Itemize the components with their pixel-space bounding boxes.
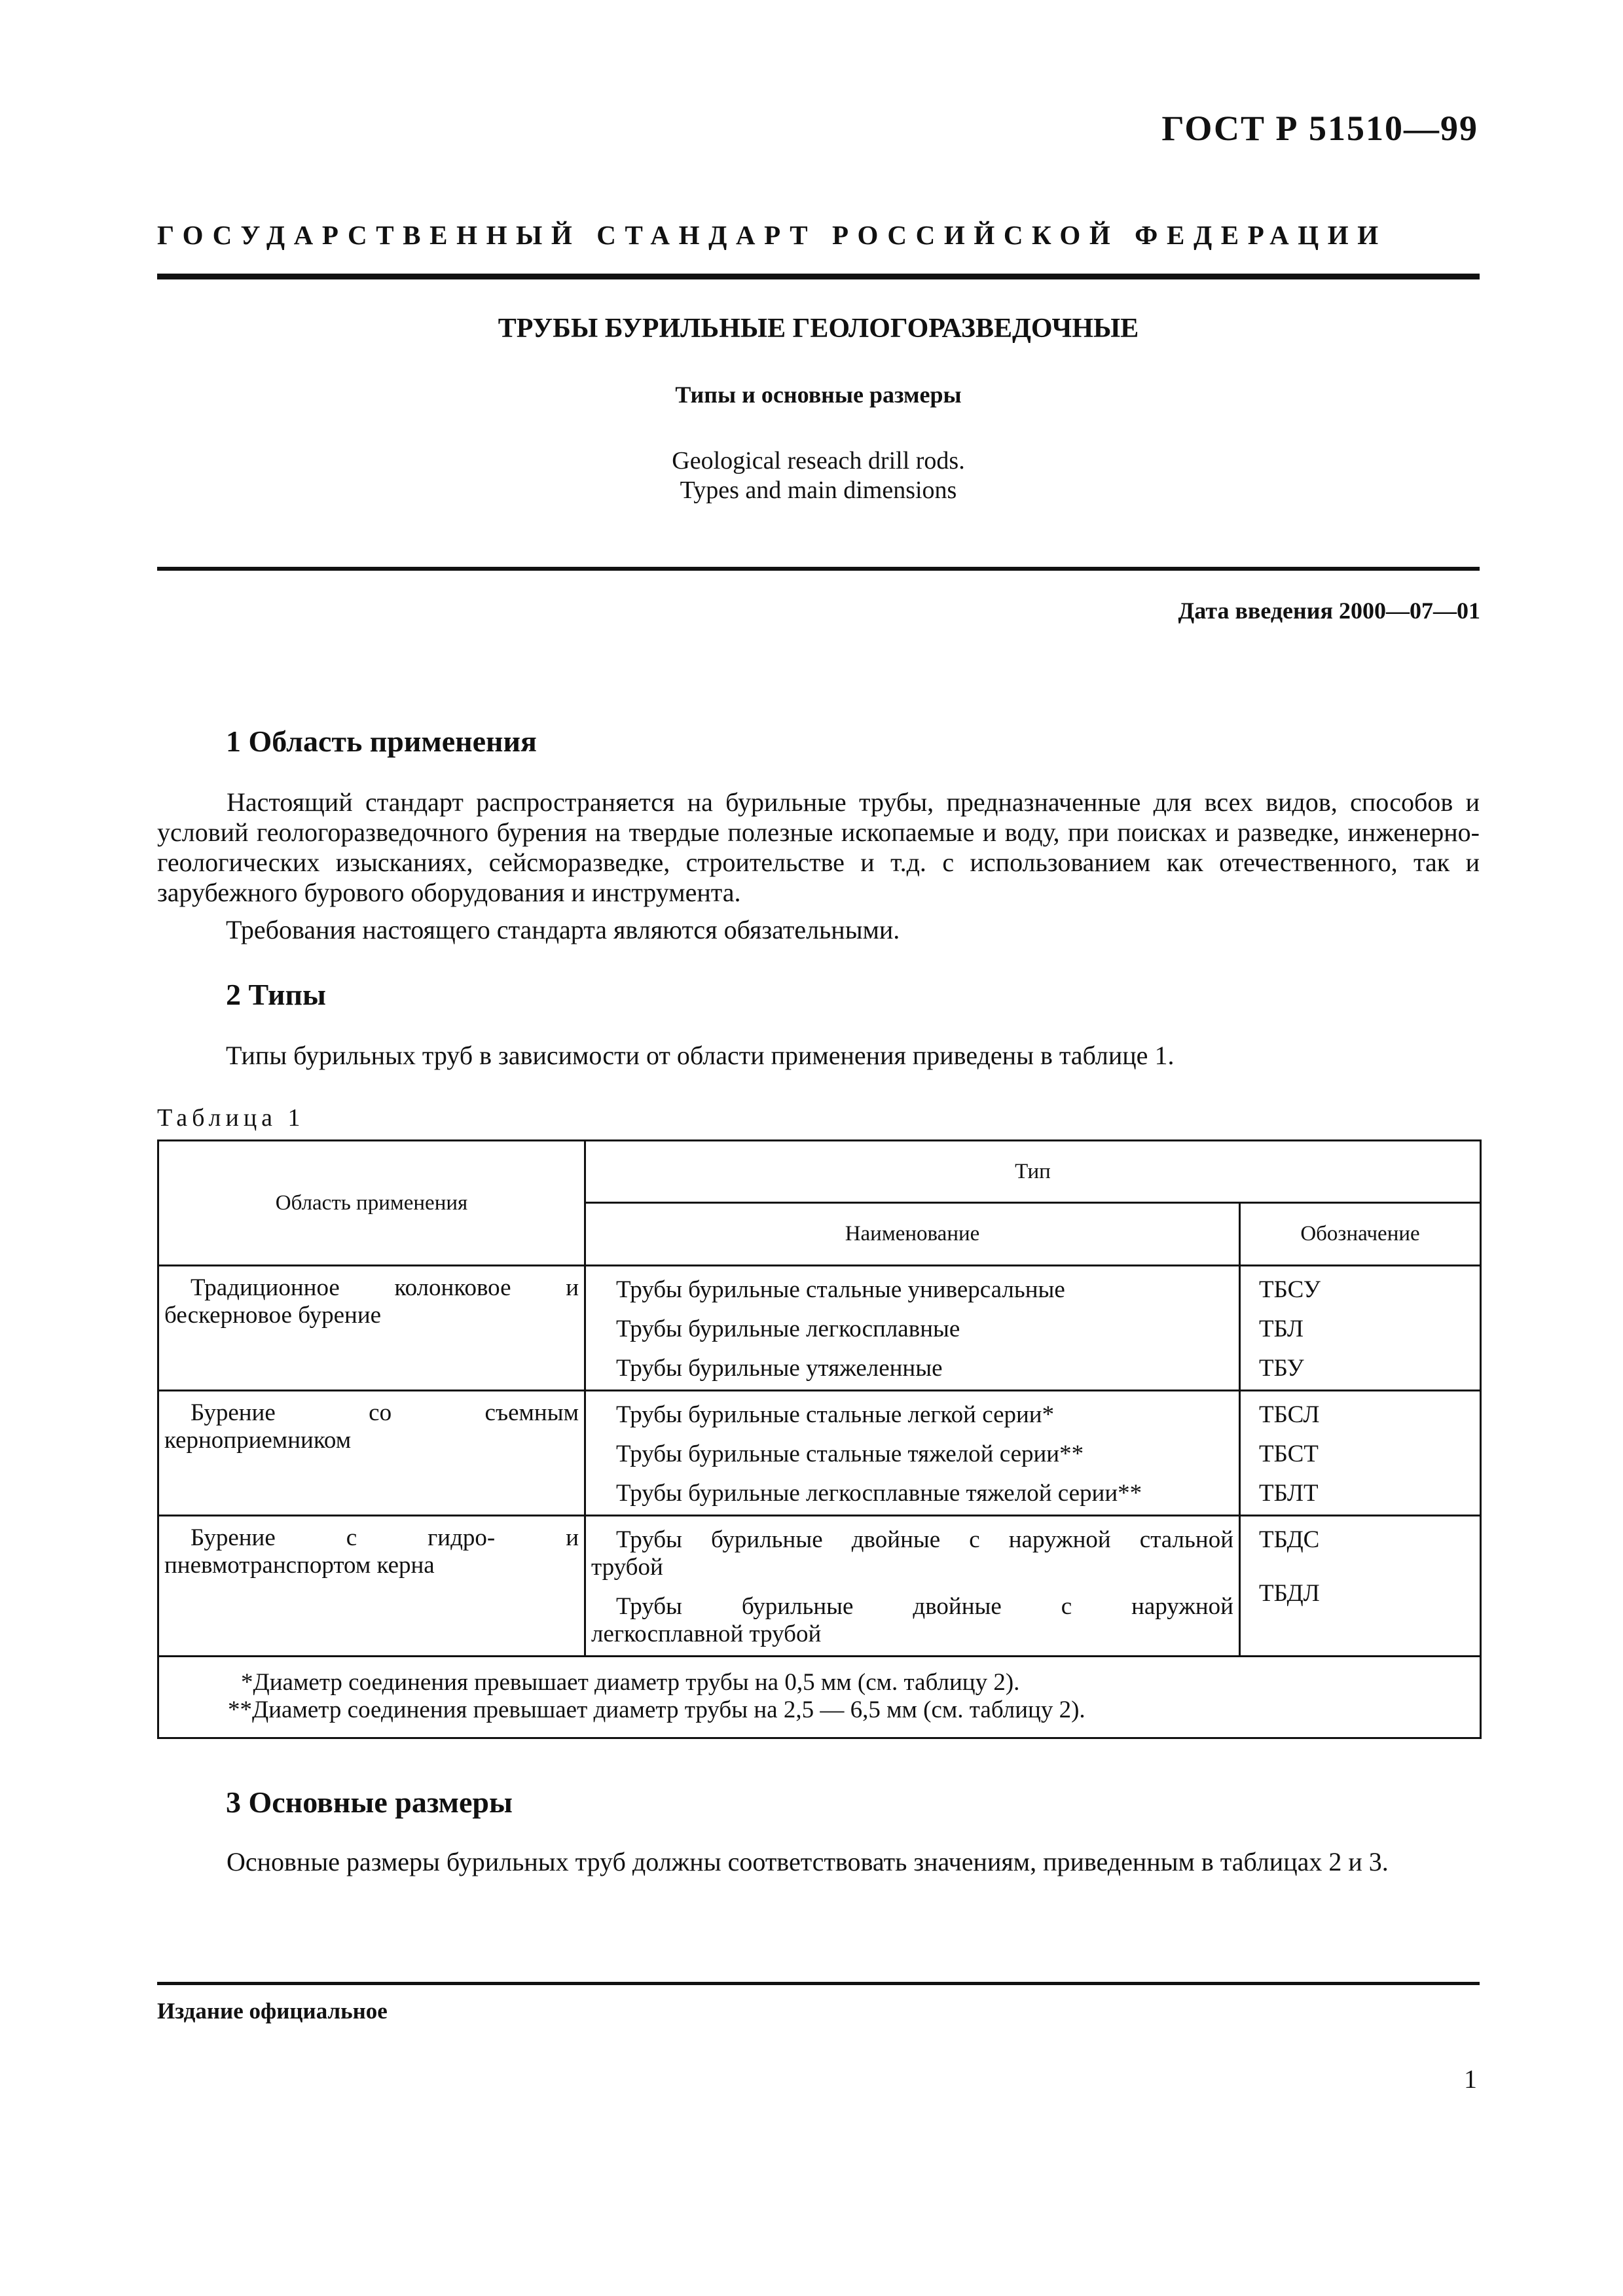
table-1 <box>157 1139 1482 1739</box>
header-type: Тип <box>585 1141 1481 1203</box>
official-edition-label: Издание официальное <box>157 1998 388 2024</box>
names-cell <box>585 1266 1240 1391</box>
section-1-paragraph-2: Требования настоящего стандарта являются обязательными. <box>226 915 900 944</box>
section-2-paragraph: Типы бурильных труб в зависимости от области применения приведены в таблице 1. <box>226 1041 1175 1070</box>
document-title: ТРУБЫ БУРИЛЬНЫЕ ГЕОЛОГОРАЗВЕДОЧНЫЕ <box>498 314 1139 344</box>
page-number: 1 <box>1464 2064 1477 2094</box>
area-cell: Бурение с гидро- и пневмотранспортом керна <box>158 1516 585 1657</box>
type-name <box>586 1588 1239 1655</box>
type-code: ТБУ <box>1259 1355 1304 1382</box>
english-title-line1: Geological reseach drill rods. <box>672 447 965 475</box>
footnote-1: *Диаметр соединения превышает диаметр трубы на 0,5 мм (см. таблицу 2). <box>241 1669 1020 1696</box>
section-3-heading: 3 Основные размеры <box>226 1785 513 1819</box>
codes-cell <box>1240 1266 1481 1391</box>
names-cell <box>585 1391 1240 1516</box>
gost-code: ГОСТ Р 51510—99 <box>1161 109 1478 148</box>
top-rule <box>157 274 1480 279</box>
header-name: Наименование <box>585 1203 1240 1266</box>
header-code: Обозначение <box>1240 1203 1481 1266</box>
area-cell: Бурение со съемным керноприемником <box>158 1391 585 1516</box>
document-subtitle: Типы и основные размеры <box>675 382 962 408</box>
type-name <box>586 1522 1239 1588</box>
footer-rule <box>157 1982 1480 1985</box>
type-code: ТБДС <box>1259 1526 1320 1553</box>
type-code: ТБЛ <box>1259 1316 1304 1342</box>
type-name: Трубы бурильные стальные универсальные <box>616 1276 1065 1303</box>
type-name: Трубы бурильные легкосплавные <box>616 1316 960 1342</box>
header-area: Область применения <box>158 1141 585 1266</box>
section-3-paragraph: Основные размеры бурильных труб должны соответствовать значениям, приведенным в таблицах 2 и 3. <box>227 1847 1389 1876</box>
table-row <box>158 1391 1481 1516</box>
footnote-2: **Диаметр соединения превышает диаметр трубы на 2,5 — 6,5 мм (см. таблицу 2). <box>228 1696 1085 1723</box>
english-title-line2: Types and main dimensions <box>680 476 957 504</box>
table-footnotes <box>158 1657 1481 1738</box>
section-1-heading: 1 Область применения <box>226 725 537 758</box>
names-cell <box>585 1516 1240 1657</box>
type-code: ТБСЛ <box>1259 1401 1320 1428</box>
english-title <box>157 446 1480 505</box>
type-code: ТБСУ <box>1259 1276 1321 1303</box>
type-code: ТБСТ <box>1259 1441 1319 1467</box>
codes-cell <box>1240 1391 1481 1516</box>
section-2-heading: 2 Типы <box>226 978 326 1011</box>
table-row <box>158 1266 1481 1391</box>
intro-date: Дата введения 2000—07—01 <box>1178 598 1480 624</box>
type-name-line1: Трубы бурильные двойные с наружной стальной <box>616 1526 1233 1553</box>
state-standard-heading: ГОСУДАРСТВЕННЫЙ СТАНДАРТ РОССИЙСКОЙ ФЕДЕРАЦИИ <box>157 220 1387 250</box>
type-name-line2: трубой <box>591 1554 663 1581</box>
type-name: Трубы бурильные утяжеленные <box>616 1355 943 1382</box>
area-cell: Традиционное колонковое и бескерновое бурение <box>158 1266 585 1391</box>
type-code: ТБДЛ <box>1259 1580 1320 1607</box>
type-name: Трубы бурильные легкосплавные тяжелой серии** <box>616 1480 1142 1507</box>
type-code: ТБЛТ <box>1259 1480 1319 1507</box>
section-1-paragraph: Настоящий стандарт распространяется на бурильные трубы, предназначенные для всех видов, способов и условий геологоразведочного бурения на твердые полезные ископаемые и воду, при поисках и разведке, инженерно-геологических изысканиях, сейсморазведке, строительстве и т.д. с использованием как отечественного, так и зарубежного бурового оборудования и инструмента. <box>157 787 1480 907</box>
title-rule <box>157 567 1480 571</box>
type-name: Трубы бурильные стальные легкой серии* <box>616 1401 1055 1428</box>
table-1-caption: Таблица 1 <box>157 1104 305 1132</box>
type-name-line2: легкосплавной трубой <box>591 1621 822 1647</box>
codes-cell <box>1240 1516 1481 1657</box>
type-name-line1: Трубы бурильные двойные с наружной <box>616 1593 1233 1620</box>
table-row <box>158 1516 1481 1657</box>
type-name: Трубы бурильные стальные тяжелой серии** <box>616 1441 1084 1467</box>
